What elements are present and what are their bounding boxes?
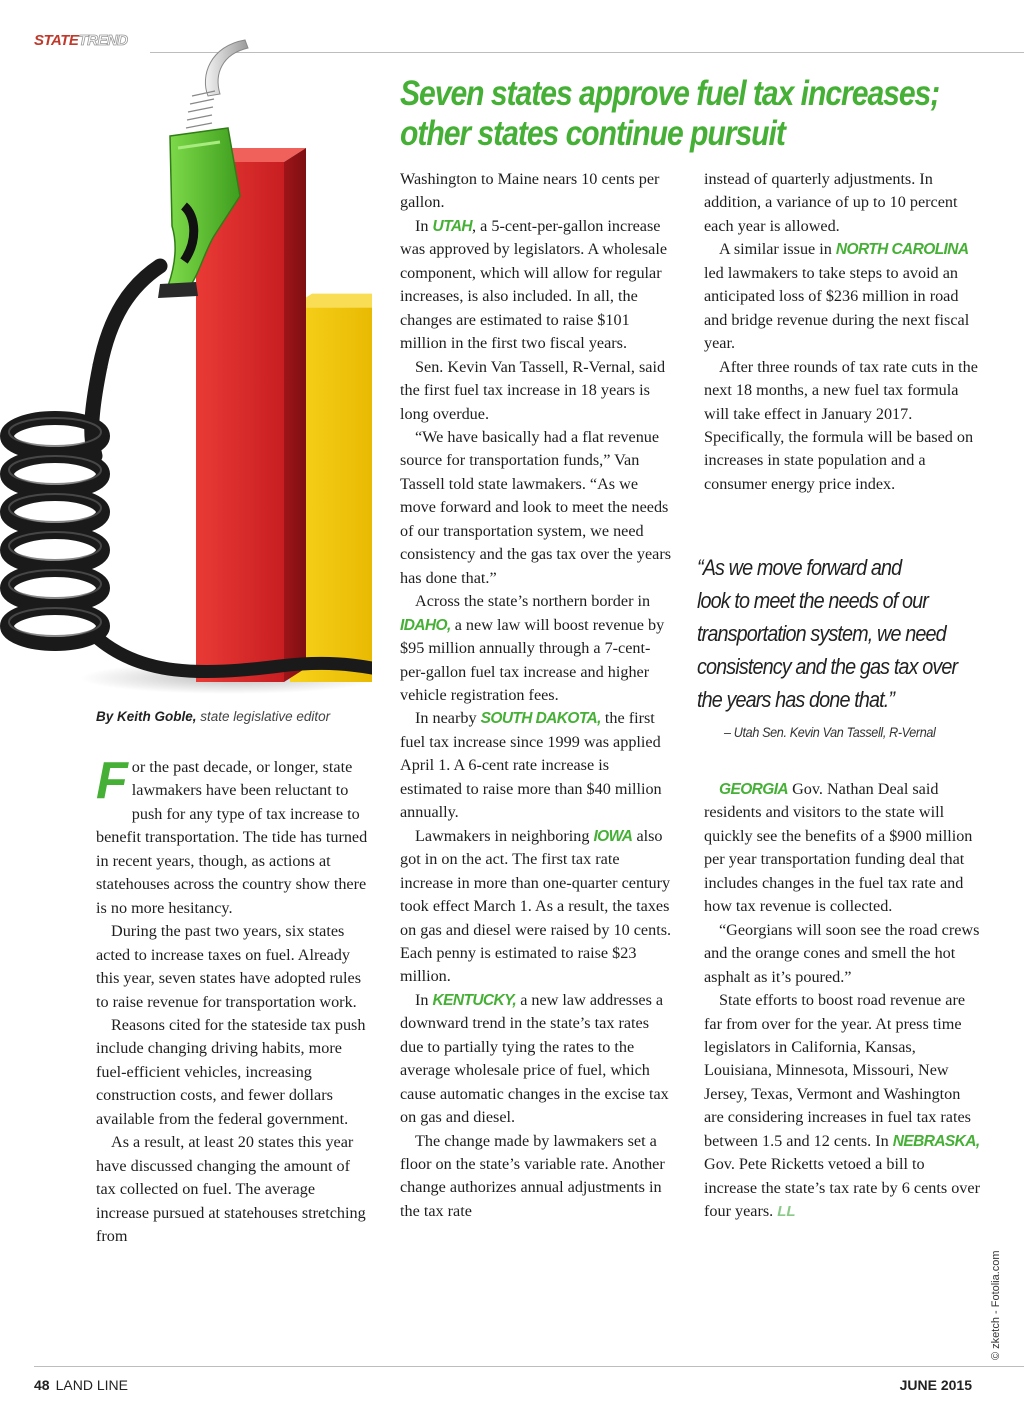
byline <box>96 709 330 724</box>
paragraph: After three rounds of tax rate cuts in the next 18 months, a new fuel tax formula will take effect in January 2017. Specifically, the formula will be based on increases in state population and a consumer energy price index. <box>704 357 978 493</box>
pull-quote-line: the years has done that.” <box>697 687 895 712</box>
text: , a 5-cent-per-gallon increase was approved by legislators. A wholesale component, which will allow for regular increases, is also included. In all, the changes are estimated to raise $101 million in the first two fiscal years. <box>400 216 668 353</box>
state-name: NEBRASKA, <box>892 1132 980 1150</box>
state-name: GEORGIA <box>719 781 789 798</box>
text: Lawmakers in neighboring <box>415 826 594 845</box>
page-number: 48 <box>34 1377 50 1393</box>
paragraph: “We have basically had a flat revenue source for transportation funds,” Van Tassell told state lawmakers. “As we move forward and look to meet the needs of our transportation system, we need consistency and the gas tax over the years has done that.” <box>400 427 672 587</box>
paragraph <box>96 752 368 920</box>
paragraph <box>704 238 980 355</box>
paragraph: instead of quarterly adjustments. In addition, a variance of up to 10 percent each year is allowed. <box>704 170 958 235</box>
pull-quote <box>697 551 961 716</box>
paragraph <box>704 989 980 1224</box>
paragraph: During the past two years, six states acted to increase taxes on fuel. Already this year, seven states have adopted rules to raise revenue for transportation work. <box>96 922 362 1011</box>
paragraph <box>400 215 672 356</box>
byline-author: By Keith Goble, <box>96 709 197 724</box>
headline-line1: Seven states approve fuel tax increases; <box>400 74 940 113</box>
state-name: KENTUCKY, <box>432 991 517 1009</box>
article-column-3 <box>704 168 980 496</box>
drop-cap: F <box>96 752 128 810</box>
article-column-3-continued <box>704 778 980 1224</box>
text: a new law will boost revenue by $95 million annually through a 7-cent-per-gallon fuel tax increase and higher vehicle registration fees. <box>400 615 665 704</box>
paragraph: The change made by lawmakers set a floor on the state’s variable rate. Another change authorizes annual adjustments in the tax rate <box>400 1131 665 1220</box>
paragraph <box>400 590 672 707</box>
text: In <box>415 216 433 235</box>
article-column-2 <box>400 168 672 1223</box>
byline-role: state legislative editor <box>200 709 331 724</box>
paragraph: Washington to Maine nears 10 cents per gallon. <box>400 170 660 212</box>
text: a new law addresses a downward trend in the state’s tax rates due to partially tying the rates to the average wholesale price of fuel, which cause automatic changes in the excise tax on gas and diesel. <box>400 990 669 1127</box>
paragraph <box>704 778 980 919</box>
text: the first fuel tax increase since 1999 was applied April 1. A 6-cent rate increase is estimated to raise more than $40 million annually. <box>400 709 662 822</box>
paragraph: Reasons cited for the stateside tax push include changing driving habits, more fuel-efficient vehicles, increasing construction costs, and fewer dollars available from the federal government. <box>96 1015 366 1128</box>
magazine-name: LAND LINE <box>55 1377 128 1393</box>
pull-quote-attribution: – Utah Sen. Kevin Van Tassell, R-Vernal <box>724 724 936 740</box>
text: In <box>415 990 433 1009</box>
state-name: NORTH CAROLINA <box>835 241 969 259</box>
state-name: IDAHO, <box>400 616 451 634</box>
paragraph: “Georgians will soon see the road crews and the orange cones and smell the hot asphalt as it’s poured.” <box>704 920 980 986</box>
pull-quote-line: transportation system, we need <box>697 621 946 646</box>
text: led lawmakers to take steps to avoid an anticipated loss of $236 million in road and bridge revenue during the next fiscal year. <box>704 263 970 353</box>
paragraph <box>400 825 672 989</box>
text: A similar issue in <box>719 240 836 259</box>
state-name: UTAH <box>432 217 473 235</box>
text: State efforts to boost road revenue are far from over for the year. At press time legislators in California, Kansas, Louisiana, Minnesota, Missouri, New Jersey, Texas, Vermont and Washington are considering increases in fuel tax rates between 1.5 and 12 cents. In <box>704 991 971 1150</box>
paragraph <box>400 989 672 1130</box>
article-column-1 <box>96 752 368 1249</box>
text: In nearby <box>415 709 481 728</box>
text: Gov. Pete Ricketts vetoed a bill to increase the state’s tax rate by 6 cents over four years. <box>704 1155 980 1221</box>
text: also got in on the act. The first tax rate increase in more than one-quarter century took effect March 1. As a result, the taxes on gas and diesel were raised by 10 cents. Each penny is estimated to raise $23 million. <box>400 826 672 986</box>
section-tag-part2: TREND <box>78 32 128 49</box>
pull-quote-line: look to meet the needs of our <box>697 588 928 613</box>
state-name: IOWA <box>593 827 633 845</box>
section-tag-part1: STATE <box>34 32 79 49</box>
issue-date: JUNE 2015 <box>899 1377 972 1393</box>
text: Gov. Nathan Deal said residents and visitors to the state will quickly see the benefits of a $900 million per year transportation funding deal that includes changes in the fuel tax rate and how tax revenue is collected. <box>704 780 973 916</box>
bottom-rule <box>34 1366 1024 1367</box>
fuel-pump-bar-illustration <box>0 36 372 712</box>
pull-quote-line: “As we move forward and <box>697 555 902 580</box>
end-mark: LL <box>777 1203 796 1221</box>
footer-left <box>34 1377 128 1393</box>
paragraph <box>400 707 672 824</box>
text: Across the state’s northern border in <box>415 592 651 611</box>
state-name: SOUTH DAKOTA, <box>480 710 601 728</box>
pull-quote-line: consistency and the gas tax over <box>697 654 958 679</box>
headline-line2: other states continue pursuit <box>400 114 785 153</box>
paragraph: As a result, at least 20 states this year have discussed changing the amount of tax collected on fuel. The average increase pursued at statehouses stretching from <box>96 1133 366 1246</box>
paragraph: Sen. Kevin Van Tassell, R-Vernal, said the first fuel tax increase in 18 years is long overdue. <box>400 357 666 423</box>
paragraph-text: or the past decade, or longer, state lawmakers have been reluctant to push for any type of tax increase to benefit transportation. The tide has turned in recent years, though, as actions at statehouses across the country show there is no more hesitancy. <box>96 758 368 917</box>
photo-credit: © zketch - Fotolia.com <box>990 1250 1002 1360</box>
headline <box>400 74 940 154</box>
